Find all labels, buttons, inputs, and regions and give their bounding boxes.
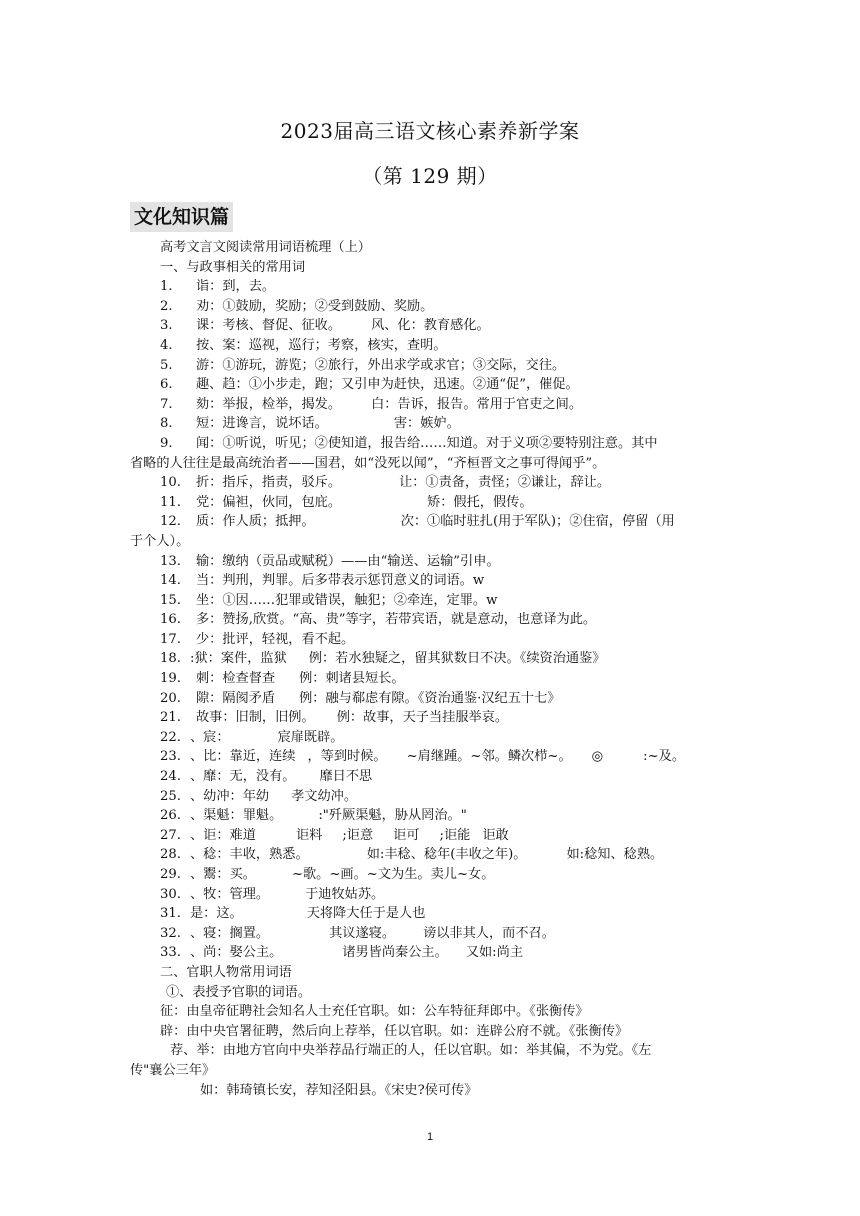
subtitle-line: 高考文言文阅读常用词语梳理（上）	[160, 240, 371, 255]
text-line: 32. 、寝：搁置。 其议遂寝。 谤以非其人，而不召。	[160, 925, 555, 941]
text-line: 18. :狱：案件，监狱 例：若水独疑之，留其狱数日不决。《续资治通鉴》	[160, 651, 606, 667]
page-number: 1	[426, 1131, 434, 1143]
text-line: 传"襄公三年》	[130, 1062, 216, 1078]
text-line: 13. 输：缴纳（贡品或赋税）——由“输送、运输”引申。	[160, 553, 500, 569]
text-line: 如：韩琦镇长安，荐知泾阳县。《宋史?侯可传》	[200, 1082, 478, 1098]
text-line: 3. 课：考核、督促、征收。 风、化：教育感化。	[160, 318, 490, 334]
text-line: 荐、举：由地方官向中央举荐品行端正的人，任以官职。如：举其偏，不为党。《左	[170, 1043, 652, 1059]
text-line: 6. 趣、趋：①小步走，跑；又引申为赶快，迅速。②通“促”，催促。	[160, 377, 579, 393]
text-line: 17. 少：批评，轻视，看不起。	[160, 631, 355, 647]
text-line: 7. 劾：举报，检举，揭发。 白：告诉，报告。常用于官吏之间。	[160, 396, 583, 412]
text-line: 9. 闻：①听说，听见；②使知道，报告给……知道。对于义项②要特别注意。其中	[160, 435, 658, 451]
text-line: 28. 、稔：丰收，熟悉。 如:丰稔、稔年(丰收之年)。 如:稔知、稔熟。	[160, 847, 664, 863]
text-line: 15. 坐：①因……犯罪或错误，触犯；②牵连，定罪。w	[160, 592, 498, 608]
text-line: 27. 、讵：难道 讵料 ;讵意 讵可 ;讵能 讵敢	[160, 827, 509, 843]
text-line: 24. 、靡：无，没有。 靡日不思	[160, 769, 373, 785]
document-body	[130, 238, 734, 1100]
text-line: 1. 诣：到，去。	[160, 279, 276, 295]
text-line: 12. 质：作人质；抵押。 次：①临时驻扎(用于军队)；②住宿，停留（用	[160, 514, 675, 530]
text-line: 22. 、宸： 宸扉既辟。	[160, 729, 344, 745]
text-line: 4. 按、案：巡视，巡行；考察，核实，查明。	[160, 337, 447, 353]
issue-number: （第 129 期）	[362, 164, 498, 188]
text-line: 辟：由中央官署征聘，然后向上荐举，任以官职。如：连辟公府不就。《张衡传》	[160, 1023, 629, 1039]
text-line: 8. 短：进谗言，说坏话。 害：嫉妒。	[160, 416, 460, 432]
text-line: 31. 是：这。 天将降大任于是人也	[160, 906, 426, 922]
text-line: 16. 多：赞扬,欣赏。“高、贵”等字，若带宾语，就是意动，也意译为此。	[160, 612, 597, 628]
document-title: 2023届高三语文核心素养新学案	[280, 119, 580, 143]
text-line: 19. 刺：检查督查 例：刺诸县短长。	[160, 671, 405, 687]
text-line: 14. 当：判刑，判罪。后多带表示惩罚意义的词语。w	[160, 573, 485, 589]
section-heading: 文化知识篇	[130, 202, 233, 232]
text-line: ①、表授予官职的词语。	[166, 984, 312, 1000]
text-line: 2. 劝：①鼓励，奖励；②受到鼓励、奖励。	[160, 298, 434, 314]
text-line: 5. 游：①游玩，游览；②旅行，外出求学或求官；③交际，交往。	[160, 357, 566, 373]
text-line: 省略的人往往是最高统治者——国君，如“没死以闻”，“齐桓晋文之事可得闻乎”。	[130, 455, 606, 471]
text-line: 29. 、鬻：买。 ~歌。~画。~文为生。卖儿~女。	[160, 867, 495, 882]
text-line: 30. 、牧：管理。 于迪牧姑苏。	[160, 886, 385, 902]
text-line: 于个人）。	[130, 533, 190, 549]
text-line: 11. 党：偏袒，伙同，包庇。 矫：假托，假传。	[160, 494, 533, 510]
text-line: 21. 故事：旧制，旧例。 例：故事，天子当挂服举哀。	[160, 710, 509, 726]
text-line: 20. 隙：隔阂矛盾 例：融与郗虑有隙。《资治通鉴·汉纪五十七》	[160, 690, 561, 706]
heading-line: 一、与政事相关的常用词	[160, 259, 306, 275]
text-line: 征：由皇帝征聘社会知名人士充任官职。如：公车特征拜郎中。《张衡传》	[160, 1004, 589, 1020]
text-line: 26. 、渠魁：罪魁。 :"歼厥渠魁，胁从罔治。"	[160, 808, 467, 824]
text-line: 33. 、尚：娶公主。 诸男皆尚秦公主。 又如:尚主	[160, 945, 524, 961]
text-line: 10. 折：指斥，指责，驳斥。 让：①责备，责怪；②谦让，辞让。	[160, 475, 611, 491]
text-line: 25. 、幼冲：年幼 孝文幼冲。	[160, 788, 358, 804]
text-line: 23. 、比：靠近，连续 ，等到时候。 ~肩继踵。~邻。鳞次栉~。 ◎ :~及。	[160, 749, 686, 765]
heading-line: 二、官职人物常用词语	[160, 964, 292, 980]
